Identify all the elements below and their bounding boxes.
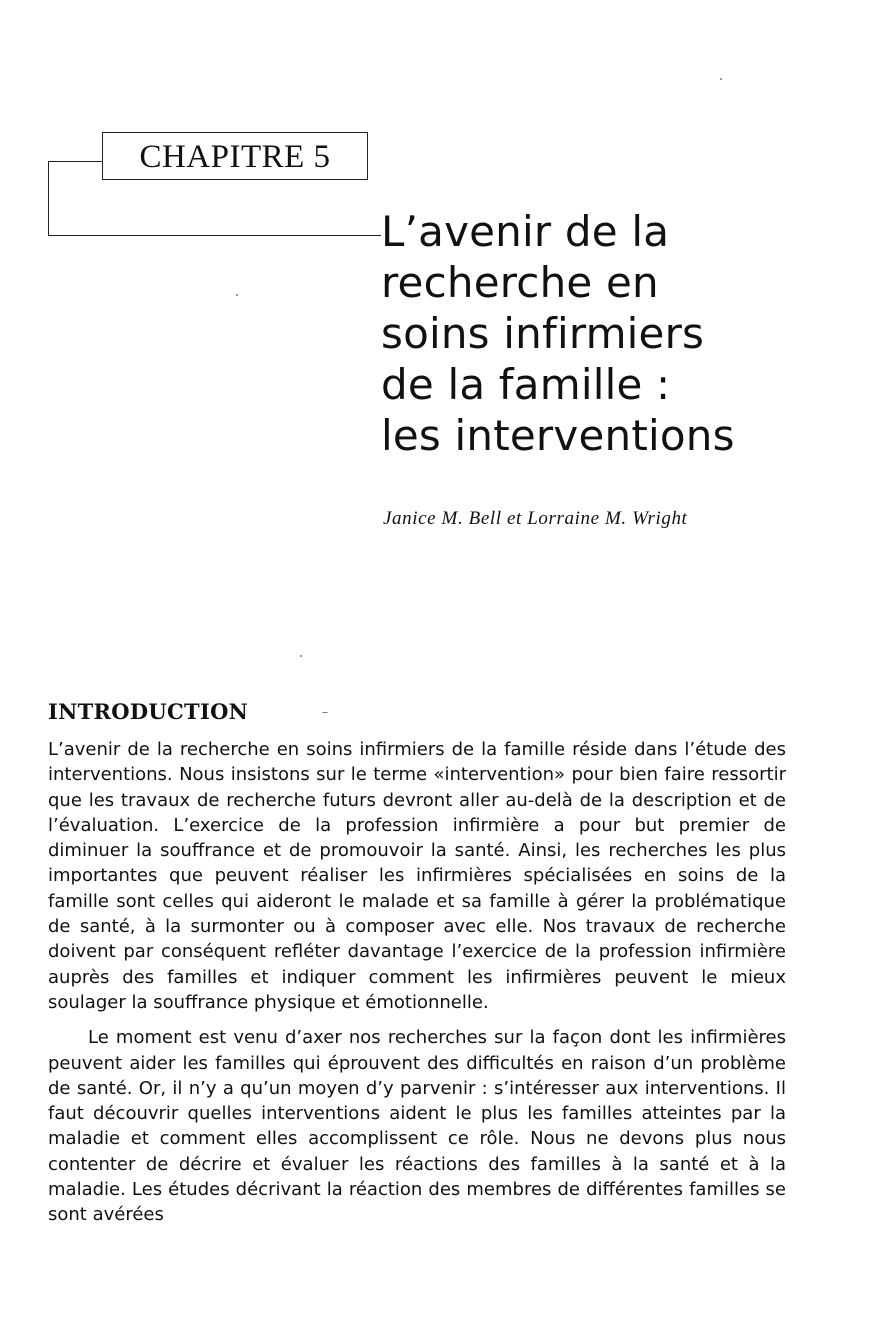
chapter-title: [381, 206, 821, 461]
body-text: [48, 737, 786, 1228]
scan-speck: [720, 78, 722, 80]
scan-speck: [300, 655, 302, 657]
chapter-label-box: [102, 132, 368, 180]
authors: Janice M. Bell et Lorraine M. Wright: [383, 508, 688, 529]
title-line: soins infirmiers: [381, 309, 705, 358]
paragraph: L’avenir de la recherche en soins infirmiers de la famille réside dans l’étude des interventions. Nous insistons sur le terme «intervention» pour bien faire ressortir que les travaux de recherche futurs devront aller au-delà de la description et de l’évaluation. L’exercice de la profession infirmière a pour but premier de diminuer la souffrance et de promouvoir la santé. Ainsi, les recherches les plus importantes que peuvent réaliser les infirmières spécialisées en soins de la famille sont celles qui aideront le malade et sa famille à gérer la problématique de santé, à la surmonter ou à composer avec elle. Nos travaux de recherche doivent par conséquent refléter davantage l’exercice de la profession infirmière auprès des familles et indiquer comment les infirmières peuvent le mieux soulager la souffrance physique et émotionnelle.: [48, 739, 786, 1013]
title-line: recherche en: [381, 258, 659, 307]
title-line: les interventions: [381, 411, 735, 460]
scan-speck: [322, 712, 328, 713]
title-line: L’avenir de la: [381, 207, 670, 256]
section-heading: INTRODUCTION: [48, 699, 249, 724]
title-line: de la famille :: [381, 360, 671, 409]
paragraph: Le moment est venu d’axer nos recherches sur la façon dont les infirmières peuvent aider les familles qui éprouvent des difficultés en raison d’un problème de santé. Or, il n’y a qu’un moyen d’y parvenir : s’intéresser aux interventions. Il faut découvrir quelles interventions aident le plus les familles atteintes par la maladie et comment elles accomplissent ce rôle. Nous ne devons plus nous contenter de décrire et évaluer les réactions des familles à la santé et à la maladie. Les études décrivant la réaction des membres de différentes familles se sont avérées: [48, 1027, 786, 1226]
scan-speck: [236, 294, 238, 296]
chapter-label: CHAPITRE 5: [139, 138, 331, 175]
